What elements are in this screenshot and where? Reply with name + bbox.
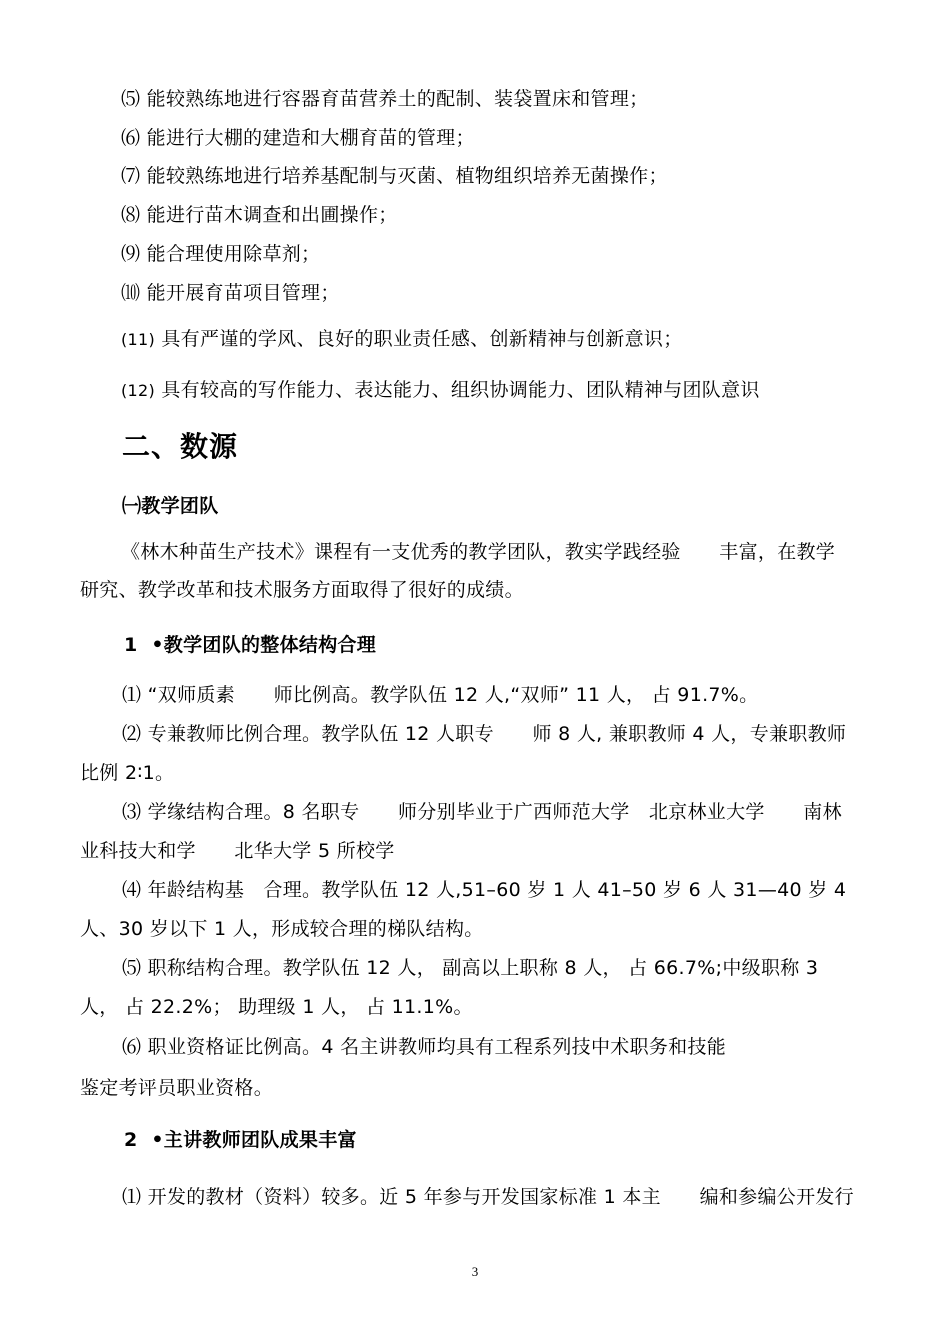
skill-item-5: ⑸ 能较熟练地进行容器育苗营养土的配制、装袋置床和管理； [121,88,649,110]
heading-team-structure: 1 •教学团队的整体结构合理 [124,634,377,656]
page-number: 3 [471,1264,479,1279]
subsection-title: ㈠教学团队 [122,495,219,517]
structure-item-1: ⑴ “双师质素 师比例高。教学队伍 12 人,“双师” 11 人， 占 91.7%。 [122,684,759,706]
skill-item-6: ⑹ 能进行大棚的建造和大棚育苗的管理； [121,127,475,149]
achievement-item-1: ⑴ 开发的教材（资料）较多。近 5 年参与开发国家标准 1 本主 编和参编公开发行 [122,1186,854,1208]
structure-item-6: ⑹ 职业资格证比例高。4 名主讲教师均具有工程系列技中术职务和技能 [122,1036,727,1058]
intro-line-1: 《林木种苗生产技术》课程有一支优秀的教学团队，教实学践经验 丰富，在教学 [121,541,836,563]
skill-item-8: ⑻ 能进行苗木调查和出圃操作； [121,204,398,226]
skill-item-12 [121,378,760,403]
structure-item-5-cont: 人， 占 22.2%； 助理级 1 人， 占 11.1%。 [80,996,473,1018]
skill-item-12-text: 具有较高的写作能力、表达能力、组织协调能力、团队精神与团队意识 [155,379,760,401]
skill-item-10: ⑽ 能开展育苗项目管理； [121,282,340,304]
structure-item-5: ⑸ 职称结构合理。教学队伍 12 人， 副高以上职称 8 人， 占 66.7%;中级职称 3 [122,957,819,979]
skill-item-11-text: 具有严谨的学风、良好的职业责任感、创新精神与创新意识； [155,328,683,350]
structure-item-2-cont: 比例 2∶1。 [80,762,175,784]
skill-item-11 [121,327,683,352]
structure-item-6-cont: 鉴定考评员职业资格。 [80,1077,274,1099]
skill-item-12-number: (12) [121,381,156,400]
section-title: 二、数源 [122,430,239,463]
skill-item-11-number: (11) [121,330,156,349]
skill-item-7: ⑺ 能较熟练地进行培养基配制与灭菌、植物组织培养无菌操作； [121,165,668,187]
structure-item-3-cont: 业科技大和学 北华大学 5 所校学 [80,840,395,862]
heading-teacher-achievements: 2 •主讲教师团队成果丰富 [124,1129,357,1151]
skill-item-9: ⑼ 能合理使用除草剂； [121,243,321,265]
structure-item-3: ⑶ 学缘结构合理。8 名职专 师分别毕业于广西师范大学 北京林业大学 南林 [122,801,842,823]
structure-item-4: ⑷ 年龄结构基 合理。教学队伍 12 人,51–60 岁 1 人 41–50 岁 6 人 31—40 岁 4 [122,879,847,901]
intro-line-2: 研究、教学改革和技术服务方面取得了很好的成绩。 [80,579,524,601]
structure-item-2: ⑵ 专兼教师比例合理。教学队伍 12 人职专 师 8 人, 兼职教师 4 人，专兼职教师 [122,723,847,745]
structure-item-4-cont: 人、30 岁以下 1 人，形成较合理的梯队结构。 [80,918,484,940]
